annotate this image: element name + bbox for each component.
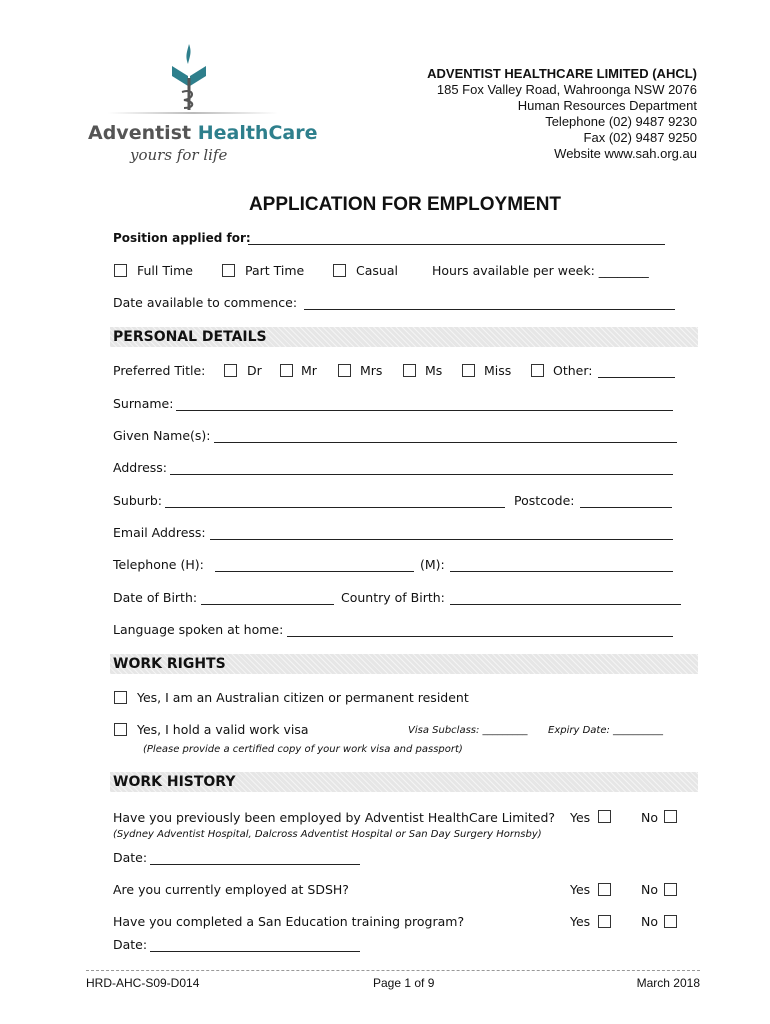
work-history-heading: WORK HISTORY [113,774,236,790]
given-name-field[interactable] [214,442,677,443]
work-rights-heading: WORK RIGHTS [113,656,226,672]
footer-rule [86,970,700,971]
org-department: Human Resources Department [517,98,697,113]
telephone-home-label: Telephone (H): [113,557,204,572]
part-time-checkbox[interactable] [222,264,235,277]
title-dr-checkbox[interactable] [224,364,237,377]
hours-field[interactable]: Hours available per week: ________ [432,263,649,278]
date-commence-field[interactable] [304,309,675,310]
q3-yes-label: Yes [570,914,591,929]
expiry-date-field[interactable]: Expiry Date: __________ [548,725,664,736]
citizen-checkbox[interactable] [114,691,127,704]
visa-note: (Please provide a certified copy of your work visa and passport) [143,744,463,755]
q1-date-label: Date: [113,850,148,865]
q1-date-field[interactable] [150,864,360,865]
telephone-mobile-field[interactable] [450,571,673,572]
casual-checkbox[interactable] [333,264,346,277]
logo [88,42,318,167]
org-telephone: Telephone (02) 9487 9230 [545,114,697,129]
country-label: Country of Birth: [341,590,445,605]
org-name: ADVENTIST HEALTHCARE LIMITED (AHCL) [427,66,697,81]
telephone-home-field[interactable] [215,571,414,572]
suburb-field[interactable] [165,507,505,508]
q3-yes-checkbox[interactable] [598,915,611,928]
title-miss-checkbox[interactable] [462,364,475,377]
dob-field[interactable] [201,604,334,605]
title-ms-label: Ms [425,363,443,378]
footer-date: March 2018 [636,976,700,990]
surname-field[interactable] [176,410,673,411]
q3-date-label: Date: [113,937,148,952]
title-ms-checkbox[interactable] [403,364,416,377]
surname-label: Surname: [113,396,174,411]
title-dr-label: Dr [247,363,262,378]
postcode-label: Postcode: [514,493,575,508]
title-mr-label: Mr [301,363,317,378]
title-miss-label: Miss [484,363,512,378]
visa-checkbox[interactable] [114,723,127,736]
q1-no-label: No [641,810,658,825]
part-time-label: Part Time [245,263,305,278]
org-info [427,66,697,162]
dob-label: Date of Birth: [113,590,198,605]
address-label: Address: [113,460,167,475]
footer-code: HRD-AHC-S09-D014 [86,976,200,990]
citizen-label: Yes, I am an Australian citizen or permanent resident [137,690,469,705]
language-field[interactable] [287,636,673,637]
title-mrs-label: Mrs [360,363,383,378]
title-other-checkbox[interactable] [531,364,544,377]
date-commence-label: Date available to commence: [113,295,298,310]
personal-details-heading: PERSONAL DETAILS [113,329,267,345]
q1-note: (Sydney Adventist Hospital, Dalcross Adventist Hospital or San Day Surgery Hornsby) [113,829,542,840]
q1-no-checkbox[interactable] [664,810,677,823]
casual-label: Casual [356,263,398,278]
title-mrs-checkbox[interactable] [338,364,351,377]
q2-label: Are you currently employed at SDSH? [113,882,349,897]
org-address: 185 Fox Valley Road, Wahroonga NSW 2076 [436,82,697,97]
given-name-label: Given Name(s): [113,428,211,443]
org-website: Website www.sah.org.au [554,146,697,161]
postcode-field[interactable] [580,507,672,508]
full-time-label: Full Time [137,263,193,278]
page-title: APPLICATION FOR EMPLOYMENT [248,194,562,215]
q3-no-label: No [641,914,658,929]
org-fax: Fax (02) 9487 9250 [583,130,697,145]
personal-details-band [110,327,698,347]
q1-yes-checkbox[interactable] [598,810,611,823]
visa-label: Yes, I hold a valid work visa [137,722,309,737]
q1-yes-label: Yes [570,810,591,825]
country-field[interactable] [450,604,681,605]
q2-yes-label: Yes [570,882,591,897]
position-label: Position applied for: [113,231,251,245]
address-field[interactable] [170,474,673,475]
title-mr-checkbox[interactable] [280,364,293,377]
q1-label: Have you previously been employed by Adventist HealthCare Limited? [113,810,556,825]
email-field[interactable] [210,539,673,540]
full-time-checkbox[interactable] [114,264,127,277]
q2-yes-checkbox[interactable] [598,883,611,896]
language-label: Language spoken at home: [113,622,284,637]
work-history-band [110,772,698,792]
work-rights-band [110,654,698,674]
q2-no-label: No [641,882,658,897]
title-other-label: Other: [553,363,593,378]
email-label: Email Address: [113,525,206,540]
suburb-label: Suburb: [113,493,162,508]
title-other-field[interactable] [598,377,675,378]
logo-tagline: yours for life [130,146,228,164]
visa-subclass-field[interactable]: Visa Subclass: _________ [408,725,528,736]
q3-date-field[interactable] [150,951,360,952]
q3-no-checkbox[interactable] [664,915,677,928]
telephone-mobile-label: (M): [420,557,445,572]
footer-page: Page 1 of 9 [373,976,435,990]
q2-no-checkbox[interactable] [664,883,677,896]
position-field[interactable] [248,244,665,245]
logo-name: Adventist HealthCare [88,122,318,144]
title-label: Preferred Title: [113,363,206,378]
q3-label: Have you completed a San Education training program? [113,914,465,929]
logo-emblem-icon [166,42,212,112]
